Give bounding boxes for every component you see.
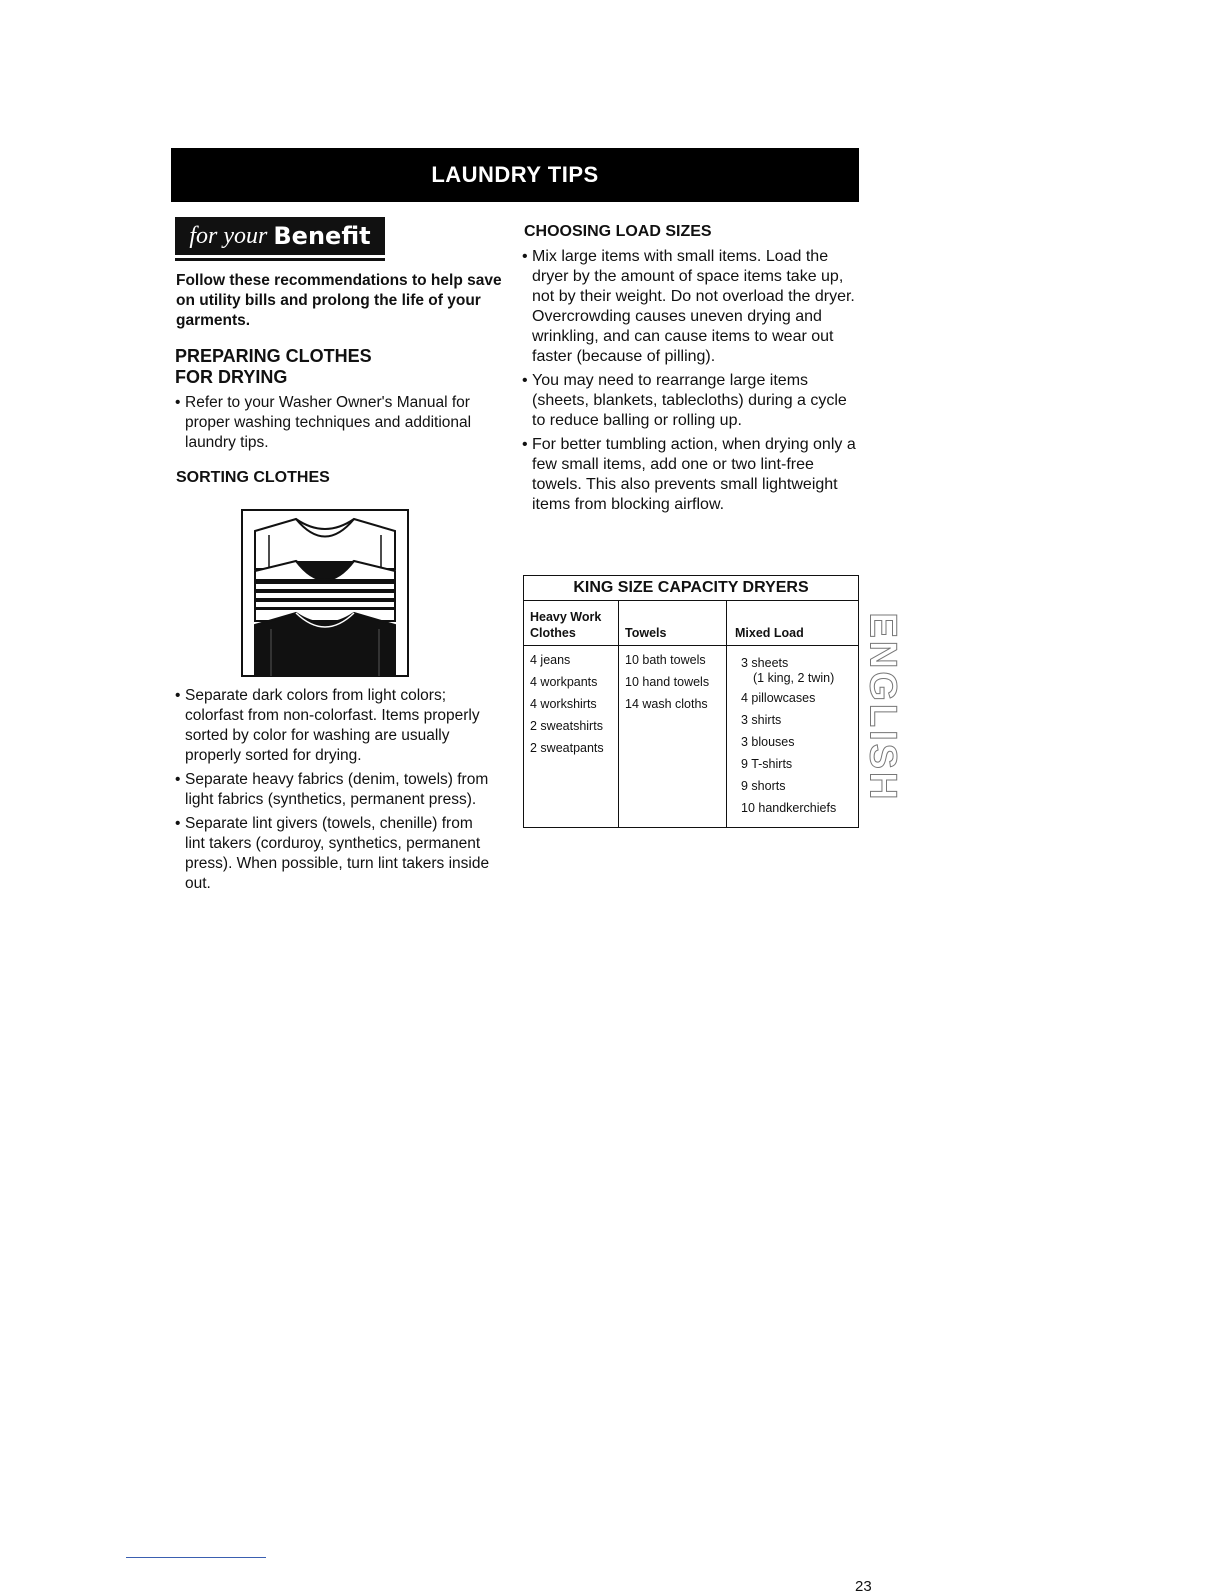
section-header-bar xyxy=(171,148,859,202)
sorting-bullet: • Separate heavy fabrics (denim, towels) from light fabrics (synthetics, permanent press). xyxy=(175,770,495,810)
heavy-work-column xyxy=(524,601,619,827)
column-items xyxy=(727,646,858,819)
table-cell: 9 T-shirts xyxy=(741,757,793,771)
sorting-bullet: • Separate dark colors from light colors; colorfast from non-colorfast. Items properly sorted by color for washing are usually properly sorted for drying. xyxy=(175,686,495,766)
table-cell: 4 workpants xyxy=(530,675,598,689)
load-sizes-bullet: • Mix large items with small items. Load the dryer by the amount of space items take up, not by their weight. Do not overload the dryer. Overcrowding causes uneven drying and wrinkling, and can cause items to wear out faster (because of pilling). xyxy=(522,247,857,367)
benefit-underline xyxy=(175,258,385,261)
for-your-benefit-badge xyxy=(175,217,385,262)
table-cell: 14 wash cloths xyxy=(625,697,708,711)
column-header-label: Towels xyxy=(625,626,667,640)
load-sizes-bullet-list xyxy=(522,247,857,519)
table-cell: 3 blouses xyxy=(741,735,795,749)
column-header xyxy=(727,601,858,646)
column-items xyxy=(619,646,726,715)
intro-text: Follow these recommendations to help save on utility bills and prolong the life of your garments. xyxy=(176,272,502,329)
table-cell: 10 hand towels xyxy=(625,675,710,689)
benefit-label-part2: Benefit xyxy=(273,222,371,250)
stacked-shirts-icon xyxy=(241,509,409,677)
sorting-bullet-list xyxy=(175,686,495,898)
load-sizes-heading: CHOOSING LOAD SIZES xyxy=(524,223,712,240)
load-sizes-bullet: • You may need to rearrange large items (sheets, blankets, tablecloths) during a cycle to reduce balling or rolling up. xyxy=(522,371,857,431)
table-cell: 2 sweatpants xyxy=(530,741,604,755)
capacity-table-columns xyxy=(524,601,858,827)
table-cell: 10 bath towels xyxy=(625,653,706,667)
column-header-line1: Heavy Work xyxy=(530,610,602,624)
load-sizes-bullet: • For better tumbling action, when drying only a few small items, add one or two lint-free towels. This also prevents small lightweight items from blocking airflow. xyxy=(522,435,857,515)
column-header-line2: Clothes xyxy=(530,626,576,640)
section-title: LAUNDRY TIPS xyxy=(431,162,599,187)
towels-column xyxy=(619,601,727,827)
footer-rule xyxy=(126,1557,266,1558)
table-cell: 3 shirts xyxy=(741,713,782,727)
table-cell: 3 sheets xyxy=(741,656,789,670)
preparing-bullet-list xyxy=(175,393,495,457)
table-cell: 4 jeans xyxy=(530,653,571,667)
column-items xyxy=(524,646,618,759)
mixed-load-column xyxy=(727,601,858,827)
preparing-heading xyxy=(175,346,505,388)
table-cell-note: (1 king, 2 twin) xyxy=(753,671,835,685)
table-cell: 4 pillowcases xyxy=(741,691,816,705)
language-side-tab xyxy=(862,612,902,802)
preparing-heading-line2: FOR DRYING xyxy=(175,367,288,387)
table-cell: 10 handkerchiefs xyxy=(741,801,837,815)
preparing-heading-line1: PREPARING CLOTHES xyxy=(175,346,372,366)
table-cell: 9 shorts xyxy=(741,779,786,793)
capacity-table-title: KING SIZE CAPACITY DRYERS xyxy=(524,576,858,601)
benefit-label-part1: for your xyxy=(189,222,268,249)
sorting-heading: SORTING CLOTHES xyxy=(176,469,330,486)
table-cell: 4 workshirts xyxy=(530,697,597,711)
capacity-table xyxy=(523,575,859,828)
table-cell: 2 sweatshirts xyxy=(530,719,603,733)
preparing-bullet: • Refer to your Washer Owner's Manual for proper washing techniques and additional laundry tips. xyxy=(175,393,495,453)
column-header-label: Mixed Load xyxy=(735,626,804,640)
benefit-box xyxy=(175,217,385,255)
language-label: ENGLISH xyxy=(861,612,904,802)
column-header xyxy=(619,601,726,646)
column-header xyxy=(524,601,618,646)
page-number: 23 xyxy=(855,1578,872,1595)
sorting-bullet: • Separate lint givers (towels, chenille) from lint takers (corduroy, synthetics, permanent press). When possible, turn lint takers inside out. xyxy=(175,814,495,894)
